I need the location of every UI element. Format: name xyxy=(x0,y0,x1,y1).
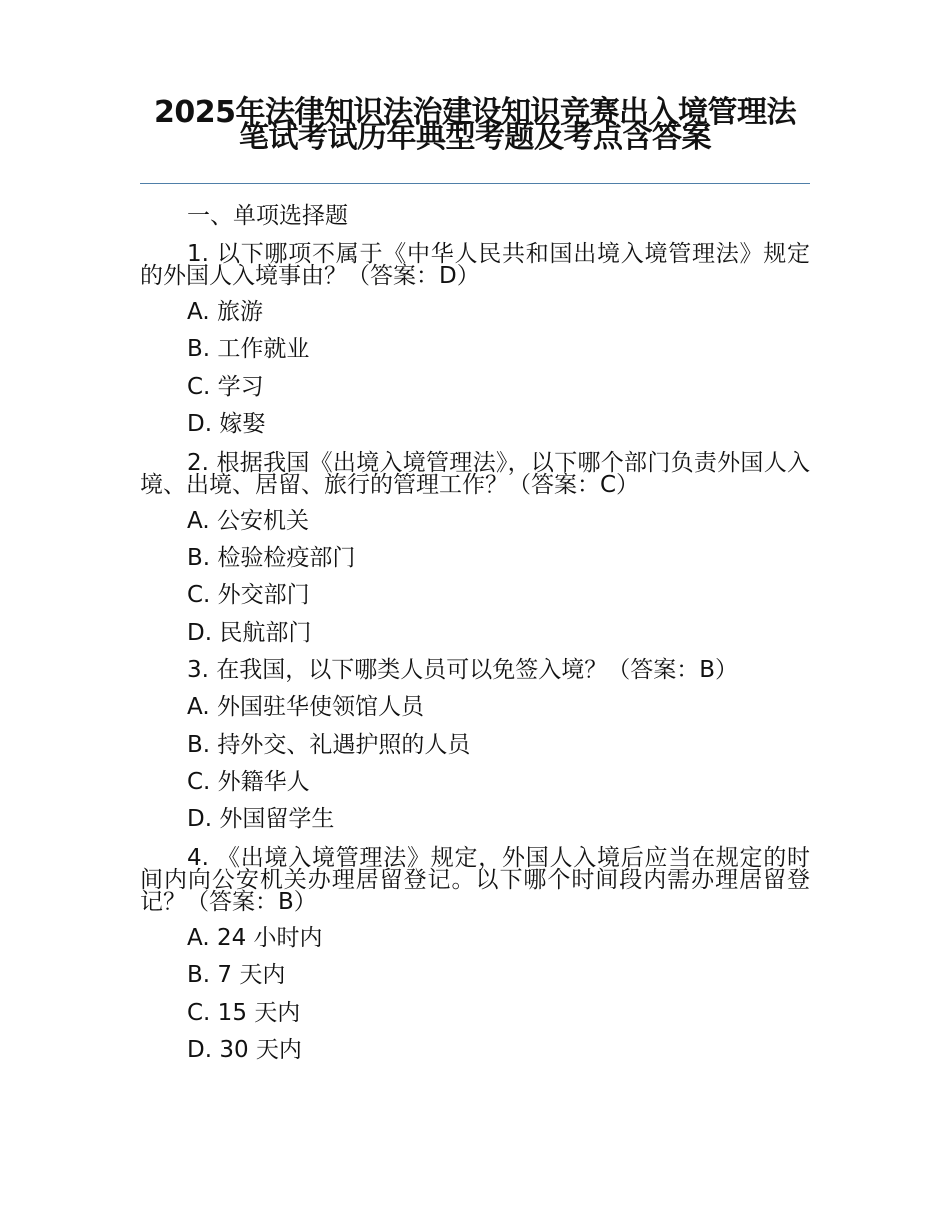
section-heading: 一、单项选择题 xyxy=(187,203,348,229)
option-d: D. 嫁娶 xyxy=(187,411,266,438)
document-body xyxy=(140,198,810,1070)
title-divider xyxy=(140,183,810,184)
question-3 xyxy=(140,652,810,839)
option-a: A. 外国驻华使领馆人员 xyxy=(187,694,424,721)
option-b: B. 检验检疫部门 xyxy=(187,545,356,572)
option-d: D. 外国留学生 xyxy=(187,806,335,833)
question-text: 3. 在我国，以下哪类人员可以免签入境？（答案：B） xyxy=(187,657,739,684)
question-4 xyxy=(140,839,810,1070)
question-2 xyxy=(140,444,810,653)
option-a: A. 公安机关 xyxy=(187,507,309,534)
option-d: D. 30 天内 xyxy=(187,1037,302,1064)
question-1 xyxy=(140,235,810,444)
option-c: C. 15 天内 xyxy=(187,999,301,1026)
option-c: C. 学习 xyxy=(187,373,264,400)
option-b: B. 7 天内 xyxy=(187,962,286,989)
option-a: A. 旅游 xyxy=(187,299,263,325)
option-b: B. 工作就业 xyxy=(187,336,310,363)
option-c: C. 外交部门 xyxy=(187,582,310,609)
document-title: 2025年法律知识法治建设知识竞赛出入境管理法笔试考试历年典型考题及考点含答案 xyxy=(154,95,796,155)
option-c: C. 外籍华人 xyxy=(187,769,310,796)
option-b: B. 持外交、礼遇护照的人员 xyxy=(187,731,471,758)
option-d: D. 民航部门 xyxy=(187,619,312,646)
question-text: 1. 以下哪项不属于《中华人民共和国出境入境管理法》规定的外国人入境事由？（答案：D） xyxy=(140,241,810,289)
question-text: 4. 《出境入境管理法》规定，外国人入境后应当在规定的时间内向公安机关办理居留登记。以下哪个时间段内需办理居留登记？（答案：B） xyxy=(140,844,810,915)
option-a: A. 24 小时内 xyxy=(187,924,323,951)
question-text: 2. 根据我国《出境入境管理法》，以下哪个部门负责外国人入境、出境、居留、旅行的管理工作？（答案：C） xyxy=(140,449,810,498)
